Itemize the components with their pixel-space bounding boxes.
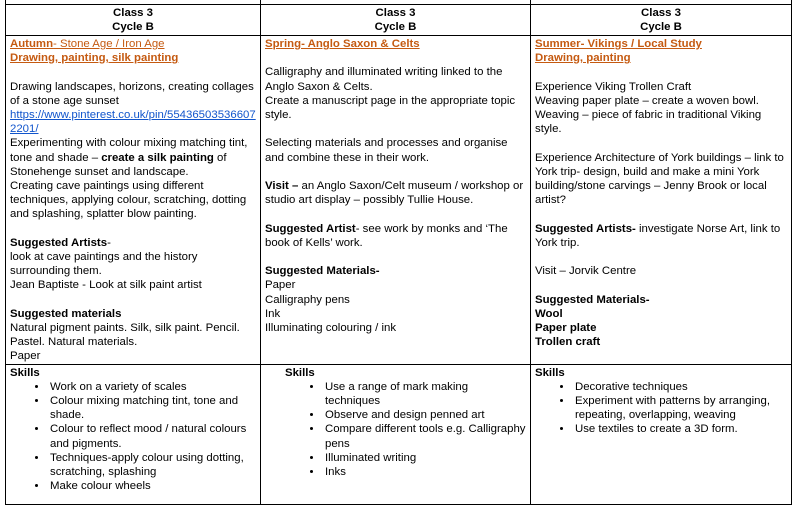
summer-paragraph-3: Weaving – piece of fabric in traditional Viking style. [535,109,762,136]
autumn-artists-heading: Suggested Artists- [10,236,111,249]
skill-item: • Inks [323,465,526,479]
skill-item: • Make colour wheels [48,479,256,493]
summer-material-item: Trollen craft [535,336,601,349]
spring-paragraph-1: Calligraphy and illuminated writing linked to the Anglo Saxon & Celts. [265,66,503,93]
column-header-autumn [6,5,261,36]
summer-paragraph-2: Weaving paper plate – create a woven bowl. [535,94,759,107]
spring-content [261,36,531,365]
autumn-paragraph-1: Drawing landscapes, horizons, creating collages of a stone age sunset [10,80,254,107]
autumn-materials-text-1: Natural pigment paints. Silk, silk paint. Pencil. Pastel. Natural materials. [10,322,240,349]
column-header-spring [261,5,531,36]
class-label: Class 3 [641,7,681,19]
autumn-materials-heading: Suggested materials [10,307,122,320]
autumn-title-prefix: Autumn [10,38,54,50]
spring-paragraph-2: Create a manuscript page in the appropriate topic style. [265,94,516,121]
summer-material-item: Paper plate [535,321,597,334]
spring-artist: Suggested Artist- see work by monks and ‘The book of Kells’ work. [265,222,508,249]
autumn-content [6,36,261,365]
summer-material-item: Wool [535,307,563,320]
class-label: Class 3 [113,7,153,19]
spring-materials-heading: Suggested Materials- [265,265,380,278]
autumn-paragraph-2: Experimenting with colour mixing matching tint, tone and shade – create a silk painting of Stonehenge sunset and landscape. [10,137,248,178]
skill-item: • Use a range of mark making techniques [323,380,526,408]
autumn-subtitle: Drawing, painting, silk painting [10,52,179,65]
skill-item: • Work on a variety of scales [48,380,256,394]
summer-paragraph-4: Experience Architecture of York buildings – link to York trip- design, build and make a mini York building/stone carvings – Jenny Brook or local artist? [535,151,784,207]
curriculum-table [5,0,792,505]
skill-item: • Use textiles to create a 3D form. [573,422,787,436]
spring-paragraph-3: Selecting materials and processes and organise and combine these in their work. [265,137,508,164]
autumn-artists-text-2: Jean Baptiste - Look at silk paint artist [10,279,202,292]
cycle-label: Cycle B [374,21,417,33]
skill-item: • Decorative techniques [573,380,787,394]
autumn-title [10,37,256,51]
class-label: Class 3 [375,7,416,19]
spring-skills-list [285,380,526,479]
autumn-skills [6,364,261,504]
skills-row [6,364,792,504]
skill-item: • Experiment with patterns by arranging, repeating, overlapping, weaving [573,394,787,422]
spring-visit: Visit – an Anglo Saxon/Celt museum / workshop or studio art display – possibly Tullie House. [265,179,524,207]
spring-material-item: Paper [265,279,296,292]
autumn-title-rest: - Stone Age / Iron Age [53,38,165,50]
spring-material-item: Ink [265,307,281,320]
spring-title: Spring- Anglo Saxon & Celts [265,38,420,50]
skill-item: • Colour mixing matching tint, tone and shade. [48,394,256,422]
skill-item: • Techniques-apply colour using dotting, scratching, splashing [48,451,256,479]
spring-material-item: Calligraphy pens [265,293,350,306]
summer-paragraph-1: Experience Viking Trollen Craft [535,80,692,93]
skill-item: • Colour to reflect mood / natural colours and pigments. [48,422,256,450]
skills-heading: Skills [10,366,40,379]
summer-title: Summer- Vikings / Local Study [535,38,702,50]
autumn-materials-text-2: Paper [10,350,41,363]
cycle-label: Cycle B [112,21,154,33]
spring-skills [261,364,531,504]
content-row [6,36,792,365]
skill-item: • Compare different tools e.g. Calligraphy pens [323,422,526,450]
pinterest-link[interactable]: https://www.pinterest.co.uk/pin/554365035366072201/ [10,109,256,136]
skill-item: • Illuminated writing [323,451,526,465]
column-header-summer [531,5,792,36]
autumn-artists-text-1: look at cave paintings and the history surrounding them. [10,251,198,278]
autumn-paragraph-3: Creating cave paintings using different techniques, applying colour, scratching, dotting and splashing, splatter blow painting. [10,180,247,221]
summer-content [531,36,792,365]
autumn-skills-list [10,380,256,494]
summer-artists: Suggested Artists- investigate Norse Art, link to York trip. [535,222,781,249]
summer-visit: Visit – Jorvik Centre [535,265,637,278]
summer-skills-list [535,380,787,437]
summer-skills [531,364,792,504]
spring-material-item: Illuminating colouring / ink [265,321,397,334]
skills-heading: Skills [285,366,315,379]
skills-heading: Skills [535,366,565,379]
cycle-label: Cycle B [640,21,682,33]
header-row [6,5,792,36]
summer-materials-heading: Suggested Materials- [535,293,650,306]
skill-item: • Observe and design penned art [323,408,526,422]
summer-subtitle: Drawing, painting [535,52,631,65]
